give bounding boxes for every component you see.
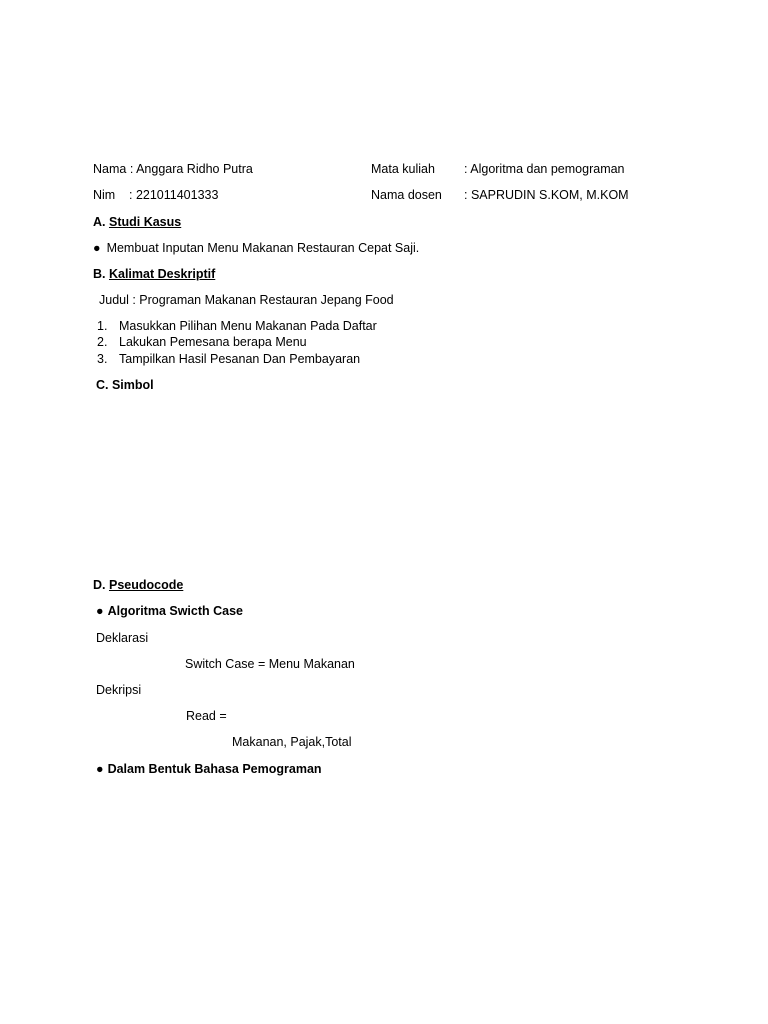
list-item (97, 318, 377, 334)
bullet-icon: ● (96, 604, 104, 618)
deklarasi-label: Deklarasi (96, 631, 149, 645)
list-item-number: 2. (97, 335, 108, 349)
student-nim-label: Nim (93, 188, 116, 202)
dekripsi-label: Dekripsi (96, 683, 142, 697)
lecturer-value: : SAPRUDIN S.KOM, M.KOM (464, 188, 629, 202)
bullet-icon: ● (93, 241, 101, 255)
student-nim-value: : 221011401333 (129, 188, 219, 202)
student-name-label: Nama : (93, 162, 137, 176)
section-a-prefix: A. (93, 215, 109, 229)
algoritma-text: Algoritma Swicth Case (107, 604, 244, 618)
section-b-heading (93, 266, 215, 282)
section-d-heading (93, 577, 183, 593)
list-item-text: Tampilkan Hasil Pesanan Dan Pembayaran (119, 352, 361, 366)
section-d-title: Pseudocode (108, 578, 184, 592)
list-item-text: Masukkan Pilihan Menu Makanan Pada Daftar (119, 319, 377, 333)
section-d-prefix: D. (93, 578, 109, 592)
list-item (97, 334, 307, 350)
bahasa-line (96, 761, 322, 777)
student-nim-line (93, 187, 218, 203)
course-label: Mata kuliah (371, 162, 435, 176)
section-b-prefix: B. (93, 267, 109, 281)
lecturer-label: Nama dosen (371, 188, 442, 202)
section-c-heading: C. Simbol (96, 378, 154, 392)
section-b-judul: Judul : Programan Makanan Restauran Jepang Food (99, 293, 394, 307)
algoritma-line (96, 603, 243, 619)
read-line: Read = (186, 709, 227, 723)
student-name-line (93, 161, 253, 177)
section-a-item-text: Membuat Inputan Menu Makanan Restauran Cepat Saji. (106, 241, 420, 255)
bullet-icon: ● (96, 762, 104, 776)
section-a-item (93, 240, 419, 256)
course-value: : Algoritma dan pemograman (464, 162, 625, 176)
bahasa-text: Dalam Bentuk Bahasa Pemograman (107, 762, 322, 776)
student-name-value: Anggara Ridho Putra (136, 162, 253, 176)
switch-case-line: Switch Case = Menu Makanan (185, 657, 355, 671)
section-a-heading (93, 214, 181, 230)
list-item-text: Lakukan Pemesana berapa Menu (119, 335, 307, 349)
variables-line: Makanan, Pajak,Total (232, 735, 352, 749)
list-item-number: 3. (97, 352, 108, 366)
section-b-title: Kalimat Deskriptif (108, 267, 216, 281)
section-a-title: Studi Kasus (108, 215, 182, 229)
list-item (97, 351, 360, 367)
list-item-number: 1. (97, 319, 108, 333)
